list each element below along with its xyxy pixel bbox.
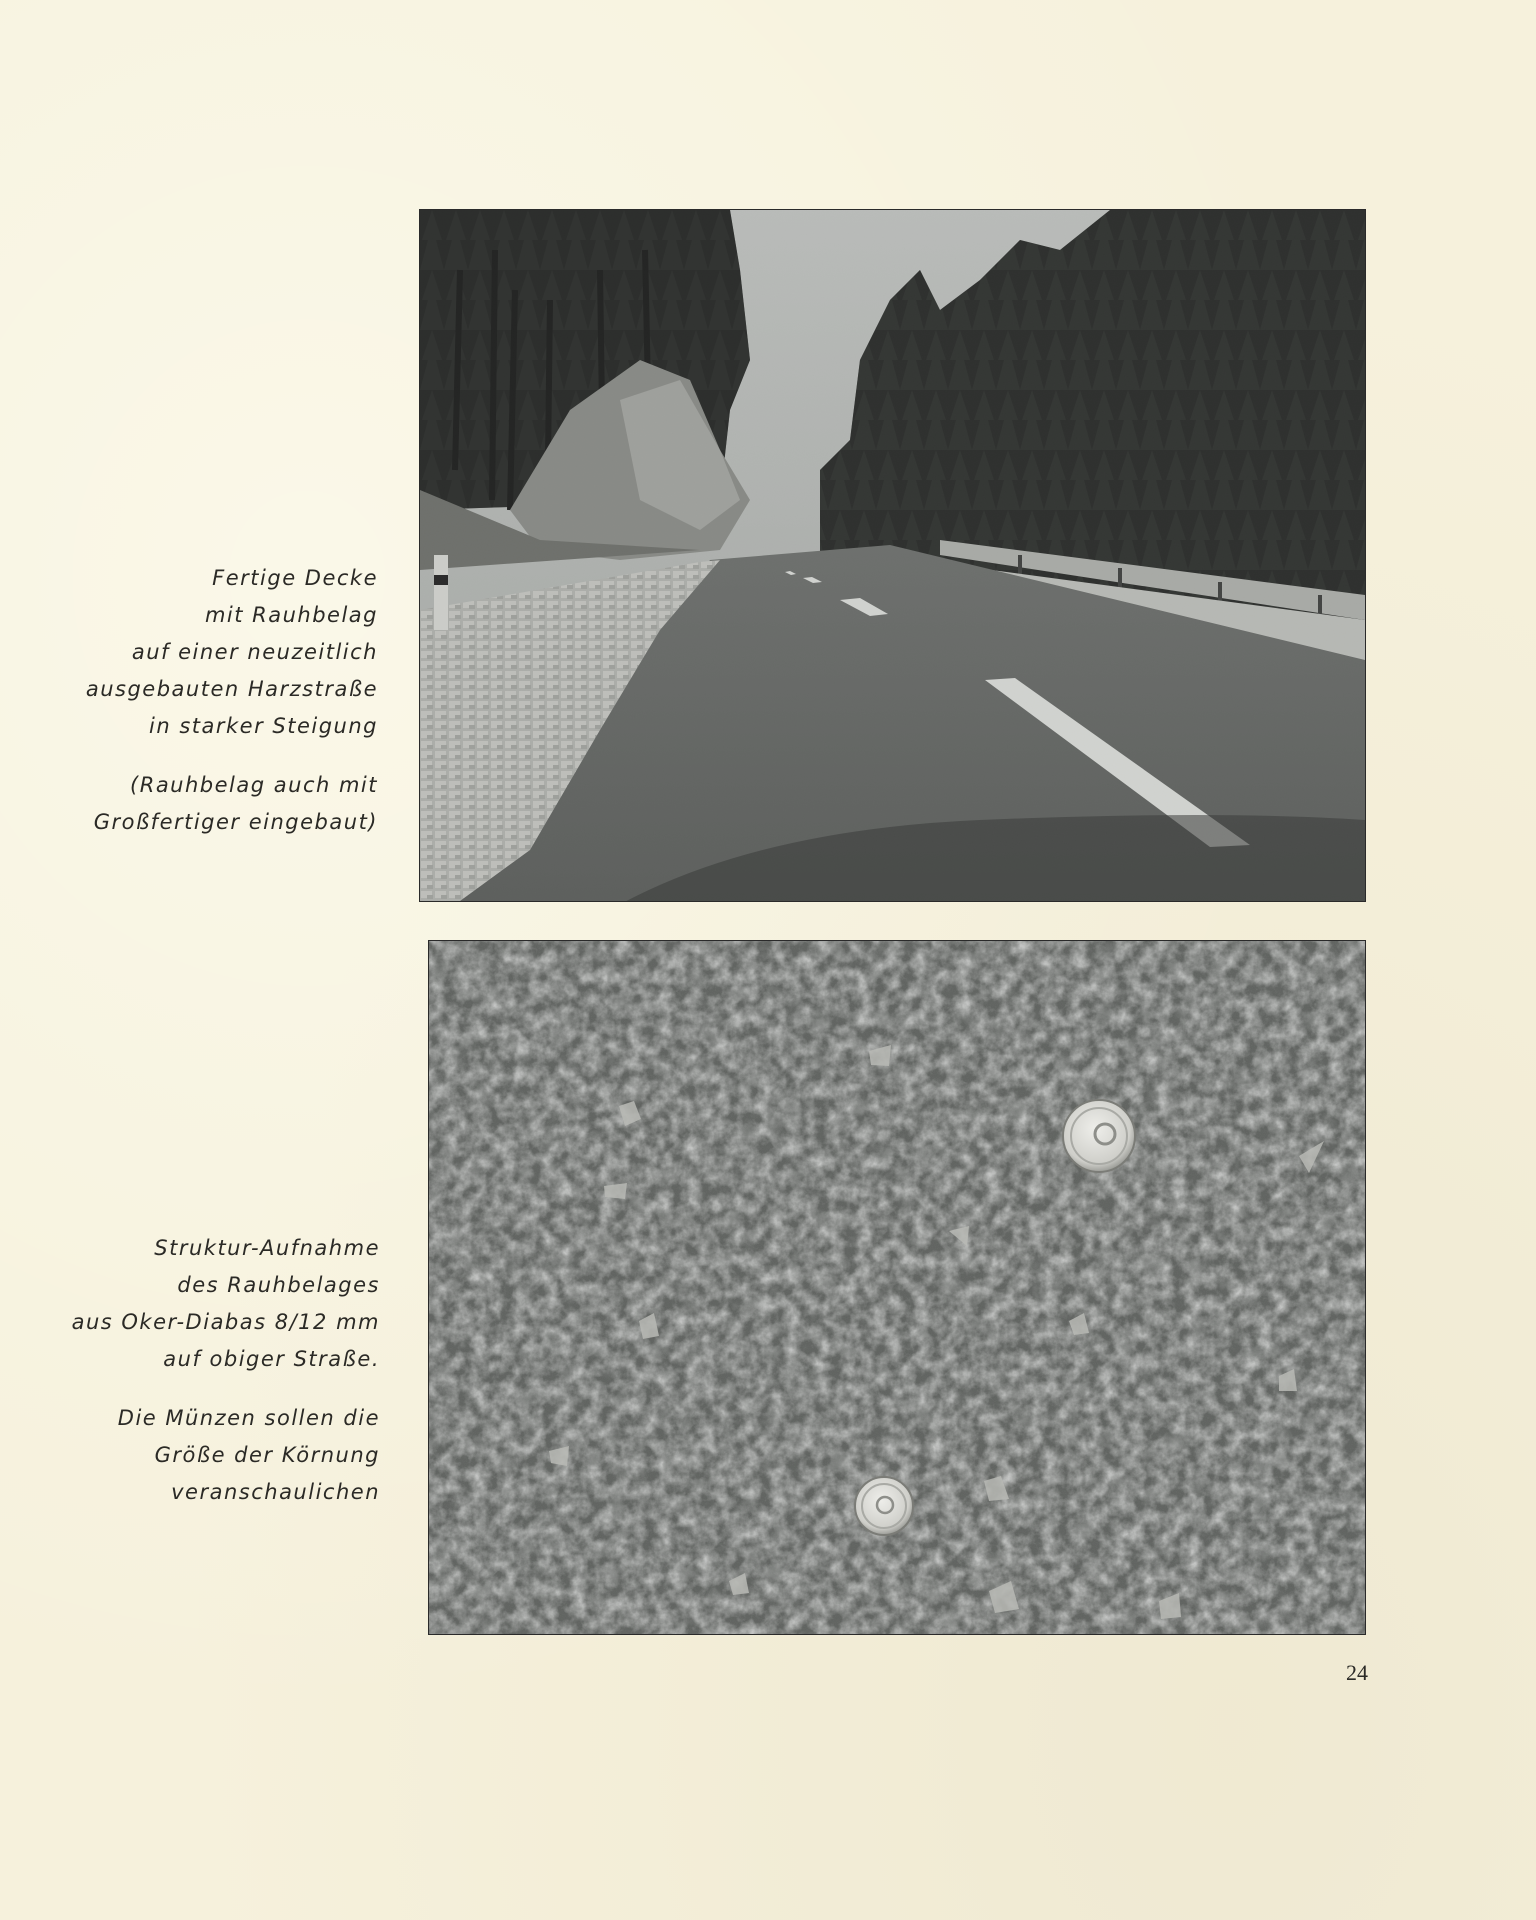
texture-photograph <box>428 940 1366 1635</box>
caption-note-line: Die Münzen sollen die <box>117 1406 380 1430</box>
caption-note-line: Größe der Körnung <box>154 1443 380 1467</box>
caption-line: Fertige Decke <box>212 566 378 590</box>
coin-upper <box>1063 1100 1135 1172</box>
caption-line: aus Oker-Diabas 8/12 mm <box>71 1310 380 1334</box>
texture-photo-caption <box>72 1230 380 1511</box>
road-photograph <box>419 209 1366 902</box>
texture-photo-image <box>429 941 1365 1634</box>
coin-lower <box>855 1477 913 1535</box>
caption-note-line: Großfertiger eingebaut) <box>93 810 378 834</box>
caption-line: Struktur-Aufnahme <box>154 1236 380 1260</box>
caption-line: in starker Steigung <box>149 714 378 738</box>
caption-line: mit Rauhbelag <box>204 603 378 627</box>
caption-line: auf einer neuzeitlich <box>131 640 378 664</box>
caption-note-line: veranschaulichen <box>171 1480 380 1504</box>
road-photo-caption <box>86 560 378 841</box>
caption-line: des Rauhbelages <box>177 1273 380 1297</box>
page-number: 24 <box>1346 1660 1368 1685</box>
caption-line: ausgebauten Harzstraße <box>85 677 378 701</box>
caption-note-line: (Rauhbelag auch mit <box>130 773 378 797</box>
caption-line: auf obiger Straße. <box>163 1347 380 1371</box>
road-photo-image <box>420 210 1365 901</box>
